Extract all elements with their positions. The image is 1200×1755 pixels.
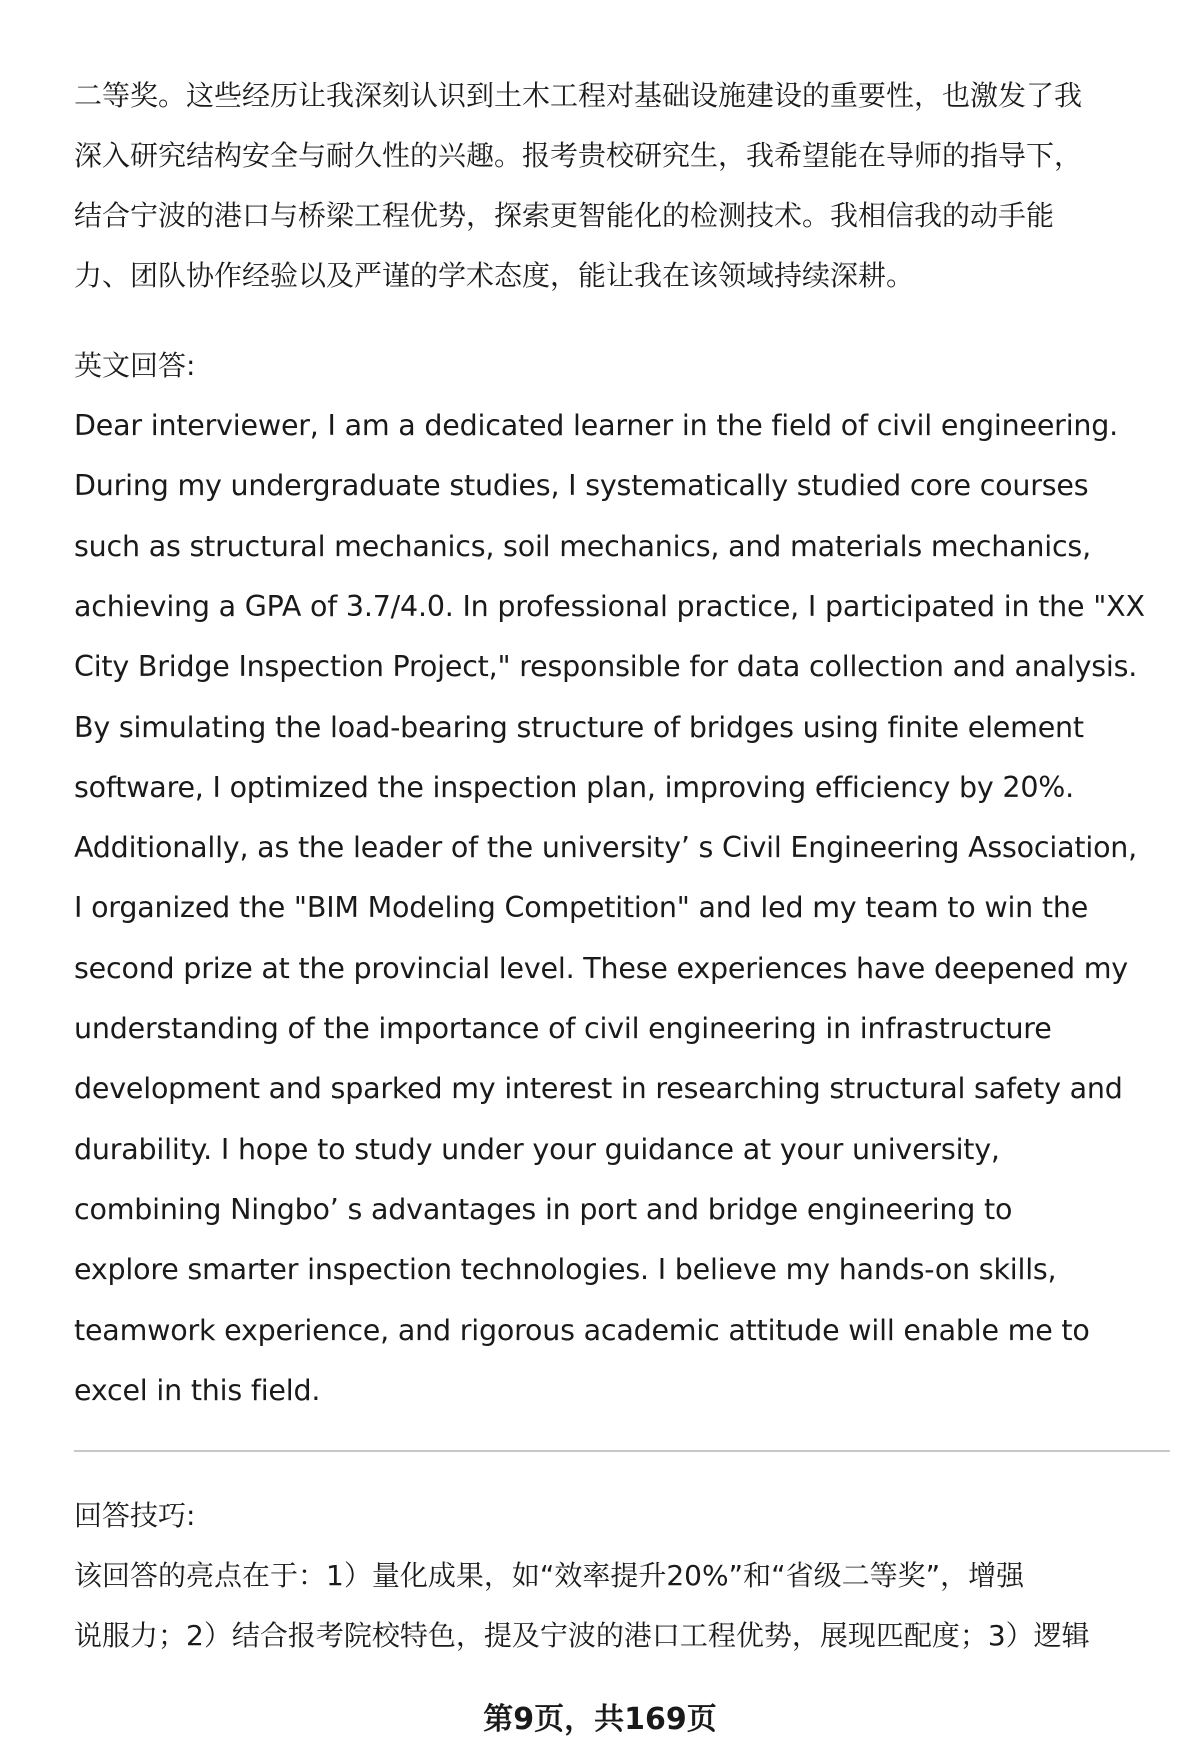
- tips-label: 回答技巧:: [74, 1499, 196, 1532]
- text-line: durability. I hope to study under your guidance at your university,: [74, 1132, 1000, 1166]
- text-line: excel in this field.: [74, 1373, 321, 1407]
- text-line: Dear interviewer, I am a dedicated learner in the field of civil engineering.: [74, 409, 1119, 442]
- text-line: combining Ningbo’ s advantages in port and bridge engineering to: [74, 1192, 1013, 1226]
- text-line: 结合宁波的港口与桥梁工程优势，探索更智能化的检测技术。我相信我的动手能: [74, 199, 1055, 232]
- page-number: 第9页，共169页: [483, 1702, 717, 1737]
- text-line: 说服力；2）结合报考院校特色，提及宁波的港口工程优势，展现匹配度；3）逻辑: [74, 1619, 1090, 1652]
- text-line: achieving a GPA of 3.7/4.0. In professional practice, I participated in the "XX: [74, 589, 1145, 623]
- text-line: 二等奖。这些经历让我深刻认识到土木工程对基础设施建设的重要性，也激发了我: [74, 79, 1083, 112]
- text-line: explore smarter inspection technologies. I believe my hands-on skills,: [74, 1253, 1057, 1287]
- text-line: such as structural mechanics, soil mechanics, and materials mechanics,: [74, 529, 1091, 563]
- text-line: teamwork experience, and rigorous academic attitude will enable me to: [74, 1313, 1090, 1347]
- text-line: development and sparked my interest in researching structural safety and: [74, 1072, 1123, 1106]
- text-line: During my undergraduate studies, I systematically studied core courses: [74, 469, 1089, 503]
- text-line: Additionally, as the leader of the university’ s Civil Engineering Association,: [74, 831, 1138, 865]
- text-line: 力、团队协作经验以及严谨的学术态度，能让我在该领域持续深耕。: [74, 259, 915, 292]
- text-line: understanding of the importance of civil engineering in infrastructure: [74, 1012, 1052, 1045]
- text-line: 深入研究结构安全与耐久性的兴趣。报考贵校研究生，我希望能在导师的指导下，: [74, 139, 1083, 172]
- text-line: 该回答的亮点在于：1）量化成果，如“效率提升20%”和“省级二等奖”，增强: [74, 1559, 1025, 1592]
- text-line: I organized the "BIM Modeling Competition" and led my team to win the: [74, 891, 1089, 925]
- english-answer-label: 英文回答:: [74, 349, 196, 382]
- text-line: By simulating the load-bearing structure of bridges using finite element: [74, 710, 1084, 744]
- divider: [74, 1450, 1170, 1452]
- text-line: software, I optimized the inspection plan, improving efficiency by 20%.: [74, 770, 1074, 804]
- text-line: second prize at the provincial level. These experiences have deepened my: [74, 951, 1128, 985]
- text-line: City Bridge Inspection Project," responsible for data collection and analysis.: [74, 650, 1138, 684]
